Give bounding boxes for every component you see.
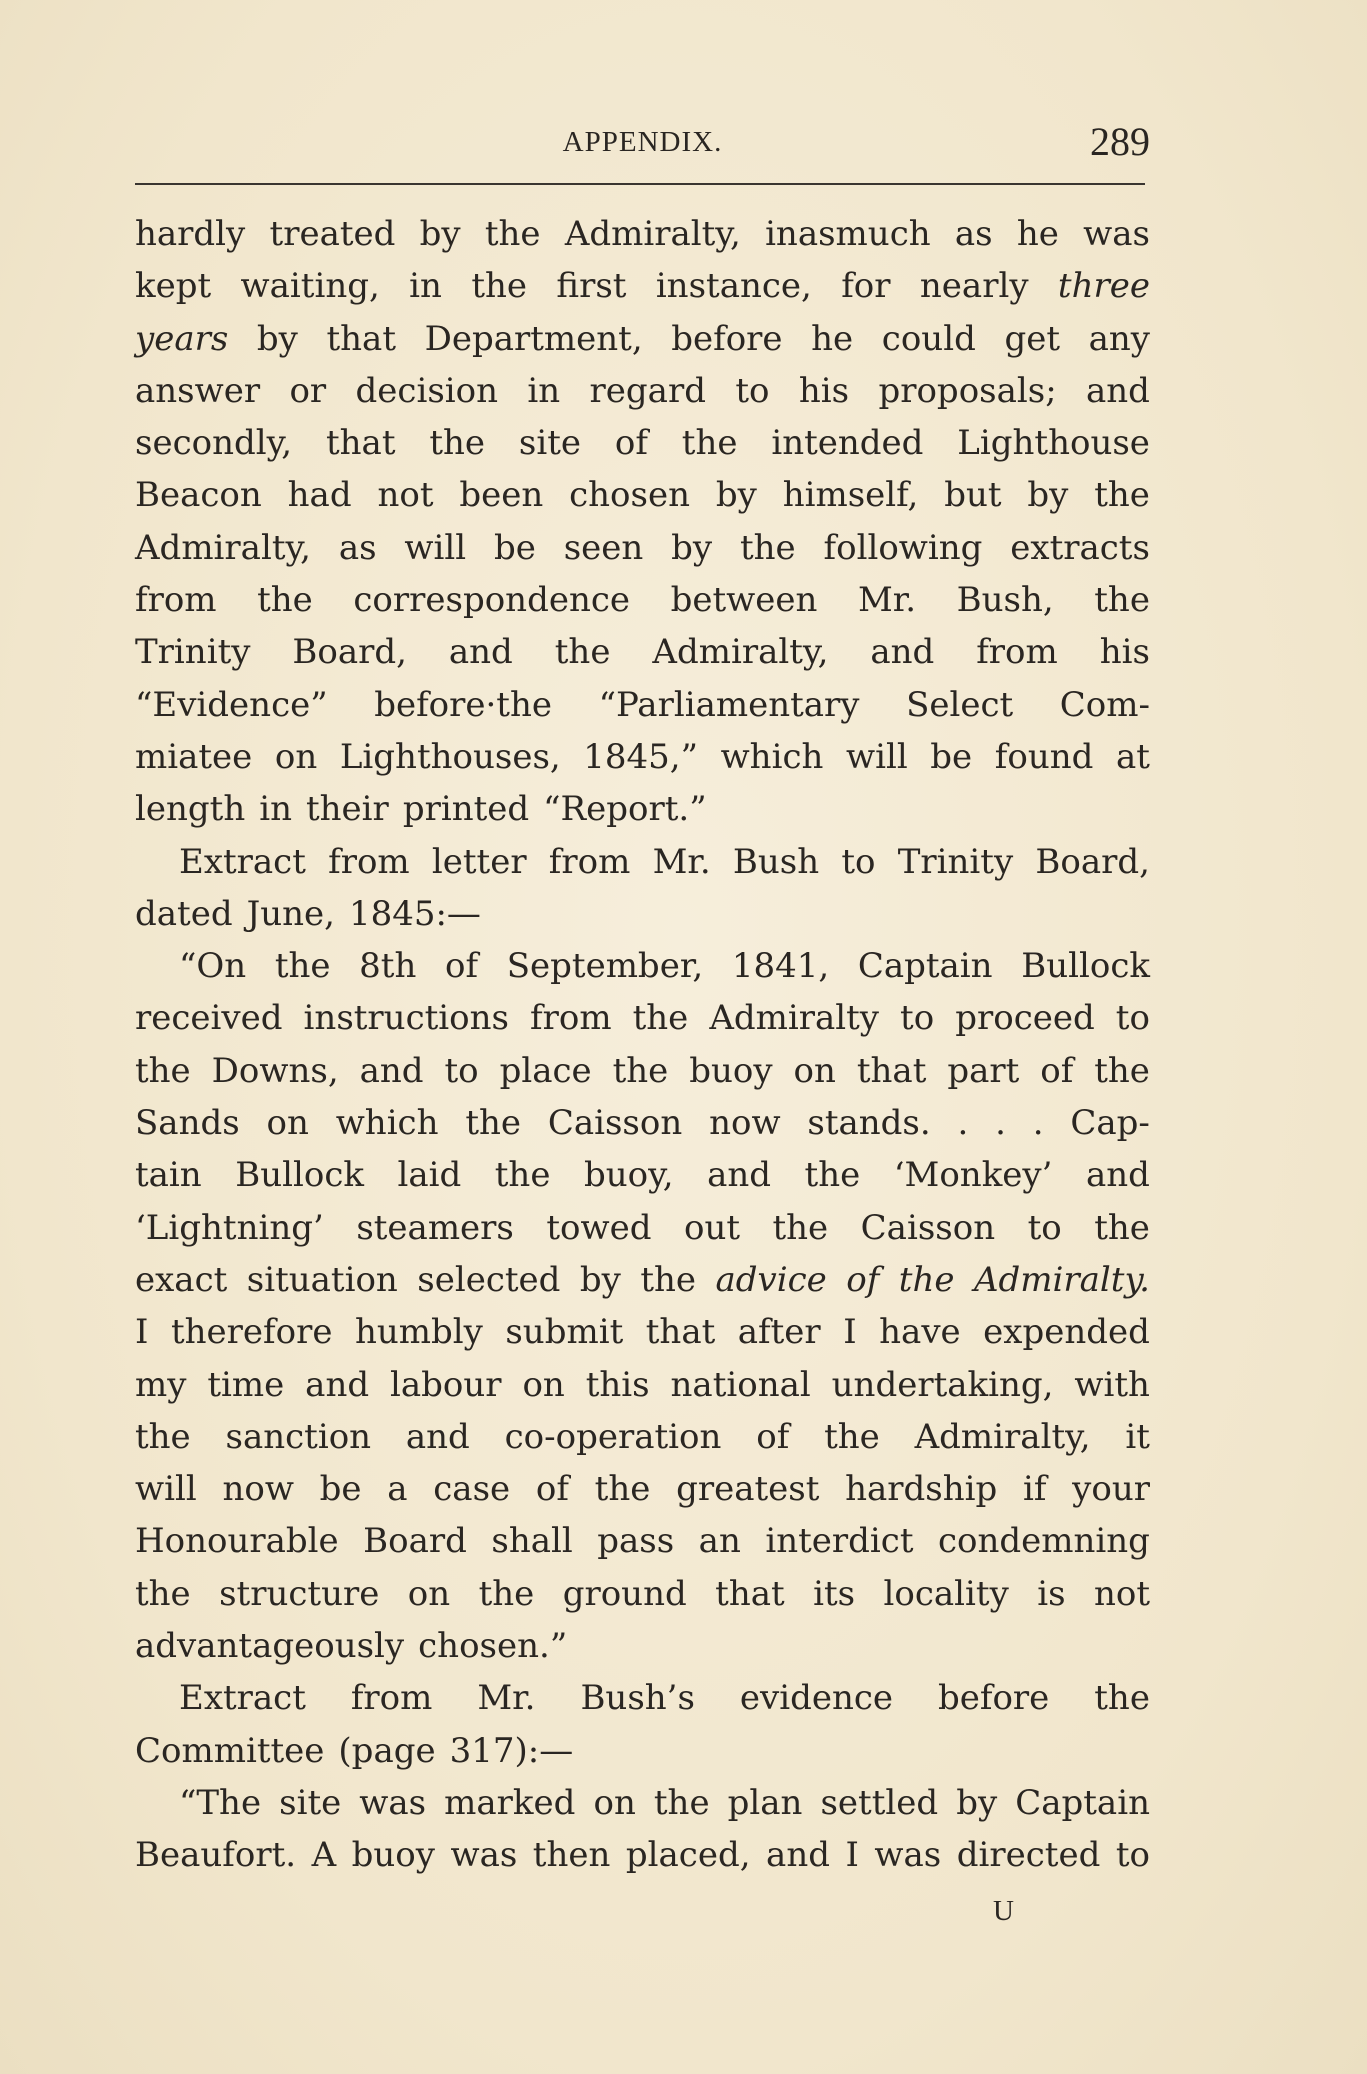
word: now <box>709 1103 781 1144</box>
word: Admiralty, <box>135 527 311 568</box>
word: exact <box>135 1259 228 1300</box>
word: of <box>1040 1050 1074 1091</box>
word: placed, <box>625 1835 751 1876</box>
word: Captain <box>1015 1782 1150 1823</box>
text-line <box>135 1620 1150 1672</box>
word: then <box>532 1835 611 1876</box>
word: the <box>554 632 611 673</box>
word: to <box>1115 998 1150 1039</box>
word: tain <box>135 1155 202 1196</box>
text-line <box>135 1306 1150 1358</box>
word: I <box>843 1312 857 1353</box>
word: regard <box>589 370 706 411</box>
word: the <box>612 1050 669 1091</box>
word: the <box>1094 475 1150 516</box>
body-text <box>135 208 1150 1882</box>
word: Extract <box>179 1678 306 1719</box>
word: kept <box>135 266 212 307</box>
word: Extract <box>179 841 306 882</box>
word: therefore <box>170 1312 333 1353</box>
word: Com- <box>1059 684 1150 725</box>
word: is <box>1037 1573 1066 1614</box>
word: had <box>287 475 352 516</box>
text-line <box>135 522 1150 574</box>
text-line <box>135 313 1150 365</box>
word: the <box>274 946 331 987</box>
word: buoy, <box>583 1155 674 1196</box>
word: by <box>671 527 713 568</box>
word: from <box>350 1678 433 1719</box>
word: was <box>874 1835 942 1876</box>
word: Bush’s <box>580 1678 695 1719</box>
word: a <box>387 1469 408 1510</box>
word: as <box>954 214 993 254</box>
word: Bullock <box>1021 946 1150 987</box>
word: the <box>824 1416 880 1457</box>
word: . <box>995 1103 1006 1144</box>
word: Lighthouse <box>957 423 1150 464</box>
text-line <box>135 1672 1150 1724</box>
word: treated <box>269 214 396 254</box>
text-line <box>135 1777 1150 1829</box>
text-line <box>135 679 1150 731</box>
word: “On <box>179 946 247 987</box>
word: Mr. <box>477 1678 536 1719</box>
word: now <box>222 1469 294 1510</box>
word: the <box>739 527 796 568</box>
word: out <box>683 1207 741 1248</box>
word: dated <box>135 893 233 934</box>
word: on <box>266 1103 309 1144</box>
word: on <box>593 1782 636 1823</box>
word: Board, <box>1035 841 1150 882</box>
word: structure <box>219 1573 380 1614</box>
word: and <box>1086 370 1150 411</box>
word: but <box>944 475 1002 516</box>
word: Board, <box>292 632 407 673</box>
word: chosen <box>569 475 690 516</box>
word: Trinity <box>897 841 1014 882</box>
word: be <box>319 1469 362 1510</box>
word: humbly <box>354 1312 483 1353</box>
word: and <box>870 632 935 673</box>
word: plan <box>727 1782 803 1823</box>
word: instance, <box>655 266 812 307</box>
word: Trinity <box>135 632 251 673</box>
word: interdict <box>765 1521 914 1562</box>
word: its <box>813 1573 856 1614</box>
word: was <box>359 1782 427 1823</box>
word: to <box>1115 1835 1150 1876</box>
word: and <box>1085 1155 1150 1196</box>
word: part <box>947 1050 1020 1091</box>
word: extracts <box>1010 527 1150 568</box>
word: the <box>804 1155 861 1196</box>
text-line <box>135 1202 1150 1254</box>
word: before <box>937 1678 1050 1719</box>
word: steamers <box>356 1207 514 1248</box>
word: Admiralty, <box>652 632 829 673</box>
word: site <box>518 423 581 464</box>
word: be <box>930 736 973 777</box>
word: letter <box>431 841 527 882</box>
word: . <box>1032 1103 1044 1144</box>
running-head-title: APPENDIX. <box>562 126 723 158</box>
word: any <box>1088 318 1150 359</box>
word: will <box>135 1469 197 1510</box>
word: get <box>1004 318 1060 359</box>
word: with <box>1074 1364 1150 1405</box>
word: Department, <box>424 318 643 359</box>
word: the <box>1094 580 1150 621</box>
page-number: 289 <box>1090 119 1150 164</box>
word: ‘Lightning’ <box>135 1207 324 1248</box>
word: Admiralty <box>709 998 880 1039</box>
word: that <box>856 1050 927 1091</box>
word: the <box>1094 1050 1150 1091</box>
word: ‘Monkey’ <box>893 1155 1053 1196</box>
word: Sands <box>135 1103 240 1144</box>
word: by <box>256 318 298 359</box>
text-line <box>135 574 1150 626</box>
word: the <box>471 266 528 307</box>
word: to <box>735 370 770 411</box>
word: the <box>1094 1678 1150 1719</box>
word: of <box>756 1416 790 1457</box>
word: “The <box>179 1782 262 1823</box>
word: . <box>957 1103 969 1144</box>
word: from <box>328 841 410 882</box>
word: on <box>407 1573 451 1614</box>
word: proposals; <box>878 370 1057 411</box>
word: of <box>445 946 479 987</box>
word: Admiralty, <box>564 214 741 254</box>
text-line <box>135 783 1150 835</box>
text-line <box>135 1097 1150 1149</box>
word: the <box>465 1103 522 1144</box>
word: decision <box>355 370 499 411</box>
word: by <box>715 475 757 516</box>
word: that <box>645 1312 716 1353</box>
word: correspondence <box>353 580 631 621</box>
text-line <box>135 1725 1150 1777</box>
word: been <box>459 475 544 516</box>
word: that <box>326 318 396 359</box>
word: waiting, <box>240 266 380 307</box>
text-line <box>135 1829 1150 1881</box>
word: towed <box>546 1207 652 1248</box>
word: buoy <box>689 1050 773 1091</box>
text-line <box>135 208 1150 260</box>
word: from <box>548 841 631 882</box>
word: his <box>798 370 850 411</box>
word: nearly <box>919 266 1029 307</box>
word: undertaking, <box>831 1364 1054 1405</box>
word: that <box>715 1573 785 1614</box>
word: secondly, <box>135 423 293 464</box>
word: the <box>898 1259 955 1300</box>
word: and <box>448 632 513 673</box>
word: himself, <box>782 475 919 516</box>
word: I <box>135 1312 149 1353</box>
word: will <box>404 527 467 568</box>
word: Committee <box>135 1730 325 1771</box>
word: “Evidence” <box>135 684 328 725</box>
word: selected <box>417 1259 561 1300</box>
word: to <box>1027 1207 1062 1248</box>
word: directed <box>956 1835 1101 1876</box>
word: ground <box>562 1573 687 1614</box>
word: the <box>135 1050 191 1091</box>
word: your <box>1072 1469 1150 1510</box>
header-rule <box>135 183 1145 185</box>
word: following <box>823 527 983 568</box>
word: marked <box>444 1782 576 1823</box>
text-line <box>135 1515 1150 1567</box>
word: intended <box>771 423 924 464</box>
word: Cap- <box>1070 1103 1150 1144</box>
word: in <box>409 266 442 307</box>
word: Board <box>363 1521 467 1562</box>
word: on <box>522 1364 565 1405</box>
text-line <box>135 1149 1150 1201</box>
word: stands. <box>807 1103 931 1144</box>
word: which <box>720 736 824 777</box>
word: for <box>841 266 891 307</box>
word: between <box>670 580 818 621</box>
word: 317):— <box>449 1730 574 1771</box>
word: Bullock <box>235 1155 364 1196</box>
word: be <box>493 527 536 568</box>
word: and <box>359 1050 424 1091</box>
word: after <box>737 1312 821 1353</box>
word: instructions <box>303 998 509 1039</box>
word: Bush <box>732 841 820 882</box>
text-line <box>135 626 1150 678</box>
word: the <box>640 1259 697 1300</box>
word: could <box>881 318 976 359</box>
word: in <box>259 789 292 830</box>
word: Mr. <box>652 841 711 882</box>
word: Mr. <box>857 580 917 621</box>
word: to <box>900 998 935 1039</box>
word: and <box>405 1416 470 1457</box>
word: the <box>135 1416 191 1457</box>
word: Caisson <box>547 1103 683 1144</box>
word: seen <box>563 527 644 568</box>
word: the <box>594 1469 651 1510</box>
word: to <box>841 841 876 882</box>
word: not <box>377 475 434 516</box>
word: before·the <box>374 684 552 725</box>
word: which <box>335 1103 439 1144</box>
text-line <box>135 417 1150 469</box>
word: Admiralty, <box>914 1416 1091 1457</box>
word: the <box>653 1782 710 1823</box>
word: 8th <box>359 946 417 987</box>
word: will <box>845 736 908 777</box>
text-line <box>135 469 1150 521</box>
word: situation <box>246 1259 398 1300</box>
word: 1845:— <box>348 893 481 934</box>
word: the <box>772 1207 829 1248</box>
word: locality <box>883 1573 1009 1614</box>
word: greatest <box>676 1469 820 1510</box>
text-line <box>135 888 1150 940</box>
text-line <box>135 1463 1150 1515</box>
text-line <box>135 992 1150 1044</box>
word: by <box>419 214 461 254</box>
text-line <box>135 1568 1150 1620</box>
word: in <box>527 370 561 411</box>
word: I <box>845 1835 859 1876</box>
word: the <box>135 1573 191 1614</box>
word: the <box>1094 1207 1150 1248</box>
word: chosen.” <box>418 1626 568 1667</box>
word: printed <box>402 789 530 830</box>
word: time <box>207 1364 285 1405</box>
word: on <box>274 736 318 777</box>
word: of <box>535 1469 569 1510</box>
word: first <box>556 266 627 307</box>
word: pass <box>597 1521 675 1562</box>
word: and <box>766 1835 830 1876</box>
word: hardship <box>845 1469 998 1510</box>
word: at <box>1115 736 1150 777</box>
text-line <box>135 940 1150 992</box>
word: inasmuch <box>765 214 931 254</box>
word: sanction <box>225 1416 372 1457</box>
word: if <box>1022 1469 1047 1510</box>
word: this <box>585 1364 650 1405</box>
word: by <box>956 1782 998 1823</box>
word: June, <box>246 893 335 934</box>
word: place <box>499 1050 592 1091</box>
word: co-operation <box>504 1416 722 1457</box>
word: expended <box>983 1312 1150 1353</box>
word: he <box>811 318 854 359</box>
word: (page <box>338 1730 436 1771</box>
word: to <box>444 1050 479 1091</box>
word: by <box>579 1259 621 1300</box>
word: labour <box>390 1364 502 1405</box>
word: evidence <box>739 1678 894 1719</box>
word: the <box>478 1573 535 1614</box>
text-line <box>135 260 1150 312</box>
word: the <box>632 998 689 1039</box>
signature-mark: U <box>993 1895 1014 1927</box>
word: from <box>530 998 612 1039</box>
word: the <box>429 423 486 464</box>
word: Admiralty. <box>973 1259 1150 1300</box>
word: length <box>135 789 246 830</box>
word: hardly <box>135 214 246 254</box>
word: or <box>289 370 327 411</box>
text-line <box>135 836 1150 888</box>
word: Downs, <box>211 1050 339 1091</box>
word: he <box>1016 214 1059 254</box>
word: the <box>494 1155 551 1196</box>
word: case <box>433 1469 511 1510</box>
word: have <box>879 1312 961 1353</box>
word: their <box>306 789 389 830</box>
word: was <box>450 1835 518 1876</box>
word: the <box>681 423 738 464</box>
word: miatee <box>135 736 253 777</box>
word: found <box>994 736 1094 777</box>
word: advantageously <box>135 1626 405 1667</box>
text-line <box>135 731 1150 783</box>
word: Beacon <box>135 475 262 516</box>
text-line <box>135 1254 1150 1306</box>
word: Beaufort. <box>135 1835 297 1876</box>
word: settled <box>820 1782 939 1823</box>
word: site <box>279 1782 342 1823</box>
word: not <box>1093 1573 1150 1614</box>
text-line <box>135 365 1150 417</box>
word: of <box>614 423 648 464</box>
word: my <box>135 1364 187 1405</box>
word: laid <box>397 1155 462 1196</box>
running-head <box>135 118 1150 168</box>
word: three <box>1057 266 1150 307</box>
word: proceed <box>955 998 1095 1039</box>
word: 1841, <box>731 946 830 987</box>
word: received <box>135 998 283 1039</box>
word: from <box>135 580 217 621</box>
word: as <box>338 527 377 568</box>
word: advice <box>715 1259 827 1300</box>
word: that <box>325 423 396 464</box>
word: Caisson <box>860 1207 996 1248</box>
word: before <box>671 318 783 359</box>
word: Select <box>906 684 1014 725</box>
word: years <box>135 318 229 359</box>
word: submit <box>505 1312 624 1353</box>
word: was <box>1083 214 1150 254</box>
word: the <box>257 580 313 621</box>
word: by <box>1027 475 1069 516</box>
word: answer <box>135 370 261 411</box>
word: buoy <box>351 1835 435 1876</box>
word: Lighthouses, <box>339 736 561 777</box>
word: and <box>305 1364 370 1405</box>
word: his <box>1099 632 1150 673</box>
word: from <box>976 632 1058 673</box>
text-line <box>135 1359 1150 1411</box>
word: condemning <box>937 1521 1150 1562</box>
word: 1845,” <box>583 736 698 777</box>
word: A <box>311 1835 337 1876</box>
word: “Report.” <box>543 789 707 830</box>
word: on <box>793 1050 836 1091</box>
word: it <box>1125 1416 1150 1457</box>
word: Captain <box>857 946 993 987</box>
word: an <box>698 1521 741 1562</box>
word: “Parliamentary <box>598 684 860 725</box>
word: shall <box>491 1521 573 1562</box>
word: and <box>707 1155 772 1196</box>
text-line <box>135 1045 1150 1097</box>
word: Bush, <box>956 580 1054 621</box>
word: Honourable <box>135 1521 339 1562</box>
word: the <box>484 214 541 254</box>
word: September, <box>506 946 704 987</box>
word: national <box>670 1364 811 1405</box>
word: of <box>846 1259 880 1300</box>
text-line <box>135 1411 1150 1463</box>
